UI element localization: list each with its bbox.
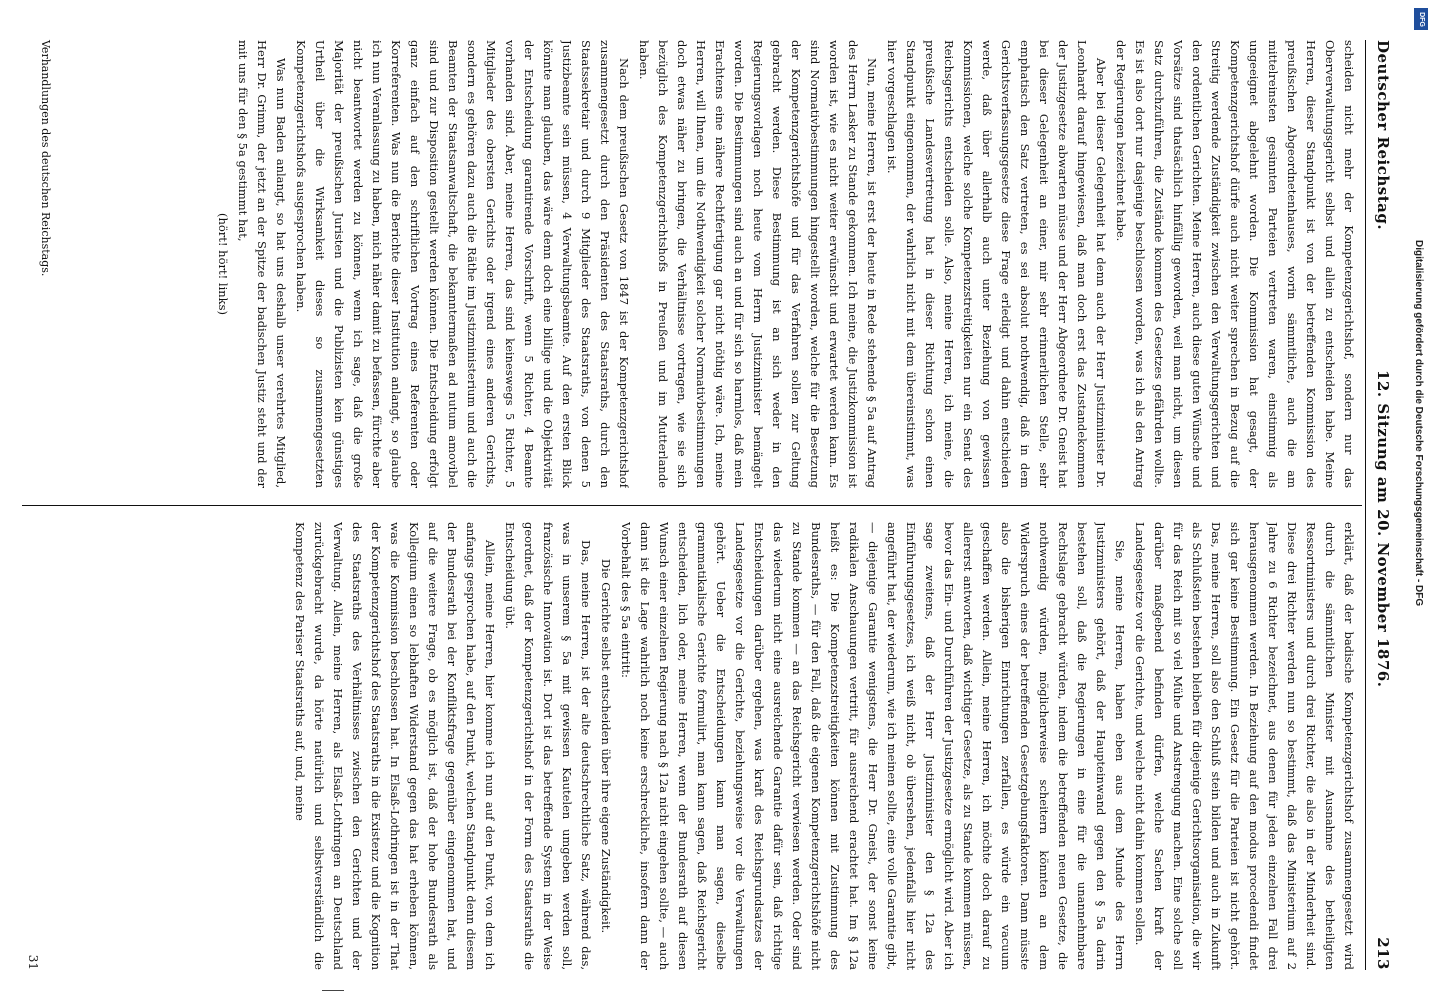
- paragraph: Das, meine Herren, ist der alte deutschrechtliche Satz, während das, was in unserem § 5a mit gewissen Kautelen umgeben werden soll, französische Innovation ist. Dort ist das betreffende System in der Weise geordnet, daß der Kompetenzgerichtshof in der Form des Staatsraths die Entscheidung übt.: [503, 522, 593, 970]
- paragraph: Nun, meine Herren, ist erst der heute in Rede stehende § 5a auf Antrag des Herrn Lasker zu Stande gekommen. Ich meine, die Justizkommission ist worden ist, wie es nicht weiter erwünscht und erwartet werden kann. Es sind Normativbestimmungen hingestellt worden, welche für die Besetzung der Kompetenzgerichtshöfe und für das Verfahren sollen zur Geltung gebracht werden. Diese Bestimmung ist an sich weder in den Regierungsvorlagen noch heute vom Herrn Justizminister bemängelt worden. Die Bestimmungen sind auch an und für sich so harmlos, daß mein Erachtens eine nähere Rechtfertigung gar nicht nöthig wäre. Ich, meine Herren, will Ihnen, um die Nothwendigkeit solcher Normativbestimmungen doch etwas näher zu bringen, die Verhältnisse vortragen, wie sie sich bezüglich des Kompetenzgerichtshofs in Preußen und im Mutterlande haben.: [637, 40, 879, 488]
- quoted-rule: Die Gerichte selbst entscheiden über ihre eigene Zuständigkeit.: [599, 558, 613, 934]
- paragraph: Was nun Baden anlangt, so hat uns deshalb unser verehrtes Mitglied, Herr Dr. Grimm, der jetzt an der Spitze der badischen Justiz steht und der mit uns für den § 5a gestimmt hat,: [236, 40, 288, 488]
- signature-number: 31: [26, 954, 40, 970]
- footer-publication: Verhandlungen des deutschen Reichstags.: [39, 40, 52, 277]
- paragraph: scheiden nicht mehr der Kompetenzgerichtshof, sondern nur das Oberverwaltungsgericht selbst und allein zu entscheiden habe. Meine Herren, dieser Standpunkt ist von der betreffenden Kommission des preußischen Abgeordnetenhauses, worin sämmtliche, auch die am mittelreinsten gesinnten Parteien vertreten waren, einstimmig als ungeeignet abgelehnt worden. Die Kommission hat gesagt, der Kompetenzgerichtshof dürfe auch nicht weiter sprechen in Bezug auf die Streitig werdende Zuständigkeit zwischen den Verwaltungsgerichten und den ordentlichen Gerichten. Meine Herren, auch diese guten Wünsche und Vorsätze sind thatsächlich hinfällig geworden, weil man nicht, um diesen Satz durchzuführen, die Zustände kommen des Gesetzes gefährden wollte. Es ist also dort nur dasjenige beschlossen worden, was ich als den Antrag der Regierungen bezeichnet habe.: [1114, 40, 1356, 488]
- page-header: [1368, 40, 1392, 970]
- header-rule: [1365, 40, 1366, 970]
- scan-mark: [322, 990, 344, 991]
- interjection: (hört! hört! links): [216, 212, 230, 316]
- paragraph: Aber bei dieser Gelegenheit hat denn auch der Herr Justizminister Dr. Leonhardt darauf hingewiesen, daß man doch erst das Zustandekommen der Justizgesetze abwarten müsse und der Herr Abgeordnete Dr. Gneist hat bei dieser Gelegenheit an einer, mir sehr erinnerlichen Stelle, sehr emphatisch den Satz vertreten, es sei absolut nothwendig, daß in dem Gerichtsverfassungsgesetze diese Frage erledigt und dahin entschieden werde, daß über allerhalb auch unter Beziehung von gewissen Kommissionen, welche solche Kompetenzstreitigkeiten nur ein Senat des Reichsgerichts entscheiden solle. Also, meine Herren, ich meine, die preußische Landesvertretung hat in dieser Richtung schon einen Standpunkt eingenommen, der wahrlich nicht mit dem übereinstimmt, was hier vorgeschlagen ist.: [885, 40, 1108, 488]
- paragraph: Allein, meine Herren, hier komme ich nun auf den Punkt, von dem ich anfangs gesprochen habe, auf den Punkt, welchen Standpunkt denn diesem der Bundesrath bei der Konfliktsfrage gegenüber eingenommen hat, und auf die weitere Frage, ob es möglich ist, daß der hohe Bundesrath als Kollegium einen so lebhaften Widerstand gegen das hat erheben können, was die Kommission beschlossen hat. In Elsaß-Lothringen ist in der That der Kompetenzgerichtshof des Staatsraths in die Existenz und die Kognition des Staatsraths des Verhältnisses zwischen den Gerichten und der Verwaltung. Allein, meine Herren, als Elsaß-Lothringen an Deutschland zurückgebracht wurde, da hörte natürlich und selbstverständlich die Kompetenz des Pariser Staatsraths auf, und, meine: [293, 522, 497, 970]
- header-publication: Deutscher Reichstag.: [1374, 40, 1392, 231]
- paragraph: Sie, meine Herren, haben eben aus dem Munde des Herrn Justizministers gehört, daß der Haupteinwand gegen den § 5a darin bestehen soll, daß die Regierungen in eine für die unannehmbare Rechtslage gebracht würden, indem die betreffenden neuen Gesetze, die nothwendig würden, möglicherweise scheitern könnten an dem Widerspruch eines der betreffenden Gesetzgebungsfaktoren. Dann müsste also die bisherigen Einrichtungen zerfallen, es würde ein vacuum geschaffen werden. Allein, meine Herren, ich möchte doch darauf zu allererst antworten, daß wichtiger Gesetze, als zu Stande kommen müssen, bevor das Ein- und Durchführen der Justizgesetze ermöglicht wird. Aber ich sage zweitens, daß der Herr Justizminister den § 12a des Einführungsgesetzes, ich weiß nicht, ob übersehen, jedenfalls hier nicht angeführt hat, der wiederum, wie ich meinen sollte, eine volle Garantie gibt, — diejenige Garantie wenigstens, die Herr Dr. Gneist, der sonst keine radikalen Anschauungen vertritt, für ausreichend erachtet hat. Im § 12a heißt es: Die Kompetenzstreitigkeiten können mit Zustimmung des Bundesraths, — für den Fall, daß die eigenen Kompetenzgerichtshöfe nicht zu Stande kommen — an das Reichsgericht verwiesen werden. Oder sind das wiederum nicht eine ausreichende Garantie dafür sein, daß richtige Entscheidungen darüber ergehen, was kraft des Reichsgrundsatzes der Landesgesetze vor die Gerichte, beziehungsweise vor die Verwaltungen gehört. Ueber die Entscheidungen kann man sagen, dieselbe grammatikalische Gerichte formulirt, man kann sagen, daß Reichsgericht entscheiden, lich oder, meine Herren, wenn der Bundesrath auf diesen Wunsch einer einzelnen Regierung nach § 12a nicht eingehen sollte, — auch dann ist die Lage wahrlich noch keine erschreckliche, insofern dann der Vorbehalt des § 5a eintritt:: [619, 522, 1127, 970]
- credit-text: Digitalisierung gefördert durch die Deutsche Forschungsgemeinschaft - DFG: [1413, 240, 1424, 607]
- page-number: 213: [1374, 937, 1392, 970]
- header-session: 12. Sitzung am 20. November 1876.: [1374, 370, 1392, 688]
- paragraph: Nach dem preußischen Gesetz von 1847 ist der Kompetenzgerichtshof zusammengesetzt durch den Präsidenten des Staatsraths, durch den Staatssekretair und durch 9 Mitglieder des Staatsraths, von denen 5 Justizbeamte sein müssen, 4 Verwaltungsbeamte. Auf den ersten Blick könnte man glauben, das wäre denn doch eine billige und die Objektivität der Entscheidung garantirende Vorschrift, wenn 5 Richter, 4 Beamte vorhanden sind. Aber, meine Herren, das sind keineswegs 5 Richter, 5 Mitglieder des obersten Gerichts oder irgend eines anderen Gerichts, sondern es gehören dazu auch die Räthe im Justizministerium und auch die Beamten der Staatsanwaltschaft, die bekanntermaßen ad nutum amovibel sind und zur Disposition gestellt werden können. Die Entscheidung erfolgt ganz einfach auf den schriftlichen Vortrag eines Referenten oder Korreferenten. Was nun die Berichte dieser Institution anlangt, so glaube ich nun Veranlassung zu haben, mich näher damit zu befassen, fürchte aber nicht beantwortet werden zu können, wenn ich sage, daß die große Majorität der preußischen Juristen und die Publizisten kein günstiges Urtheil über die Wirksamkeit dieses so zusammengesetzten Kompetenzgerichtshofs ausgesprochen haben.: [294, 40, 631, 488]
- column-rule: [22, 505, 1362, 506]
- left-column: [38, 40, 1358, 488]
- dfg-logo: DFG: [1414, 8, 1428, 30]
- right-column: [38, 522, 1358, 970]
- paragraph: erklärt, daß der badische Kompetenzgerichtshof zusammengesetzt wird durch die sämmtlichen Minister mit Ausnahme des betheiligten Ressortministers und durch drei Richter, die also in der Minderheit sind. Diese drei Richter werden nun so bestimmt, daß das Ministerium auf 2 Jahre zu 6 Richter bezeichnet, aus denen für jeden einzelnen Fall drei herausgenommen werden. In Beziehung auf den modus procedendi findet sich gar keine Bestimmung. Ein Gesetz für die Parteien ist nicht gehört. Das, meine Herren, soll also den Schluß stein bilden und auch in Zukunft als Schlußstein bestehen bleiben für diejenige Gerichtsorganisation, die wir für das Reich mit so viel Mühe und Anstrengung machen. Eine solche soll darüber maßgebend befinden dürfen, welche Sachen kraft der Landesgesetze vor die Gerichte, und welche nicht dahin kommen sollen.: [1133, 522, 1356, 970]
